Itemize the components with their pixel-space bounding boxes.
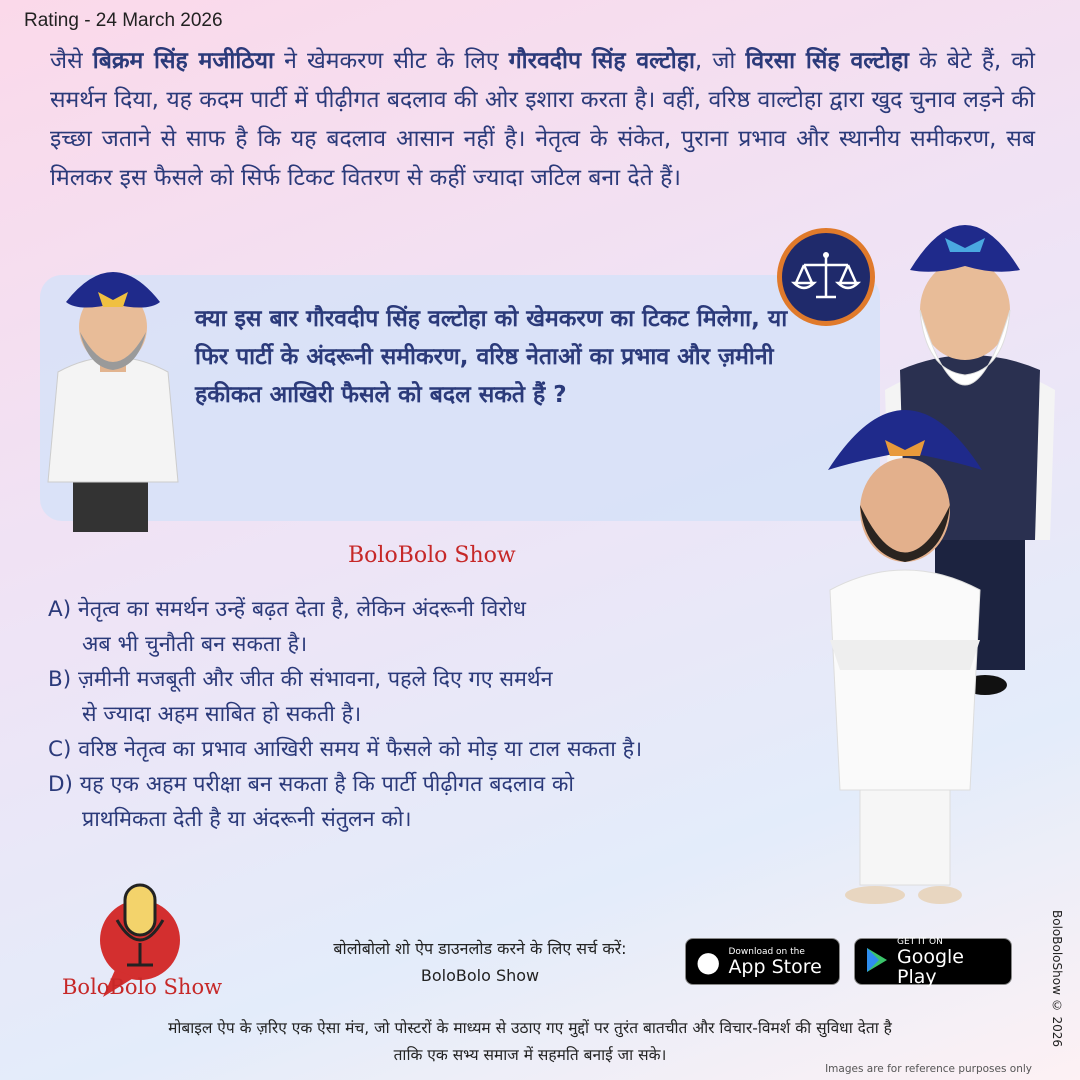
character-gauravdeep-illustration [820,390,990,915]
character-majithia-illustration [38,252,188,532]
rating-date: Rating - 24 March 2026 [24,10,223,31]
option-b: B) ज़मीनी मजबूती और जीत की संभावना, पहले दिए गए समर्थन से ज्यादा अहम साबित हो सकती है। [48,667,553,727]
option-c: C) वरिष्ठ नेतृत्व का प्रभाव आखिरी समय में फैसले को मोड़ या टाल सकता है। [48,737,643,762]
name-majithia: बिक्रम सिंह मजीठिया [92,48,274,74]
name-gauravdeep: गौरवदीप सिंह वल्टोहा [508,48,695,74]
copyright: BoloBoloShow © 2026 [1050,910,1064,1048]
name-virsa: विरसा सिंह वल्टोहा [745,48,909,74]
play-icon [865,947,889,977]
intro-paragraph: जैसे बिक्रम सिंह मजीठिया ने खेमकरण सीट के लिए गौरवदीप सिंह वल्टोहा, जो विरसा सिंह वल्टोहा के बेटे हैं, को समर्थन दिया, यह कदम पार्टी में पीढ़ीगत बदलाव की ओर इशारा करता है। वहीं, वरिष्ठ वाल्टोहा द्वारा खुद चुनाव लड़ने की इच्छा जताने से साफ है कि यह बदलाव आसान नहीं है। नेतृत्व के संकेत, पुराना प्रभाव और स्थानीय समीकरण, सब मिलकर इस फैसले को सिर्फ टिकट वितरण से कहीं ज्यादा जटिल बना देते हैं। [50,48,1035,191]
app-store-button[interactable]: ● Download on the App Store [685,938,840,985]
option-d: D) यह एक अहम परीक्षा बन सकता है कि पार्टी पीढ़ीगत बदलाव को प्राथमिकता देती है या अंदरूनी संतुलन को। [48,772,574,832]
answer-options [48,592,828,837]
question-text: क्या इस बार गौरवदीप सिंह वल्टोहा को खेमकरण का टिकट मिलेगा, या फिर पार्टी के अंदरूनी समीकरण, वरिष्ठ नेताओं का प्रभाव और ज़मीनी हकीकत आखिरी फैसले को बदल सकते हैं ? [195,306,788,408]
show-label: BoloBolo Show [348,543,516,568]
download-prompt: बोलोबोलो शो ऐप डाउनलोड करने के लिए सर्च करें: BoloBolo Show [333,939,627,985]
disclaimer: Images are for reference purposes only [825,1063,1032,1075]
logo-text: BoloBolo Show [62,975,223,999]
apple-icon: ● [696,945,721,978]
footer-text: मोबाइल ऐप के ज़रिए एक ऐसा मंच, जो पोस्टरों के माध्यम से उठाए गए मुद्दों पर तुरंत बातचीत और विचार-विमर्श की सुविधा देता है ताकि एक सभ्य समाज में सहमति बनाई जा सके। [168,1019,892,1064]
scale-of-justice-icon [777,228,875,326]
option-a: A) नेतृत्व का समर्थन उन्हें बढ़त देता है, लेकिन अंदरूनी विरोध अब भी चुनौती बन सकता है। [48,597,526,657]
google-play-button[interactable]: GET IT ON Google Play [854,938,1012,985]
